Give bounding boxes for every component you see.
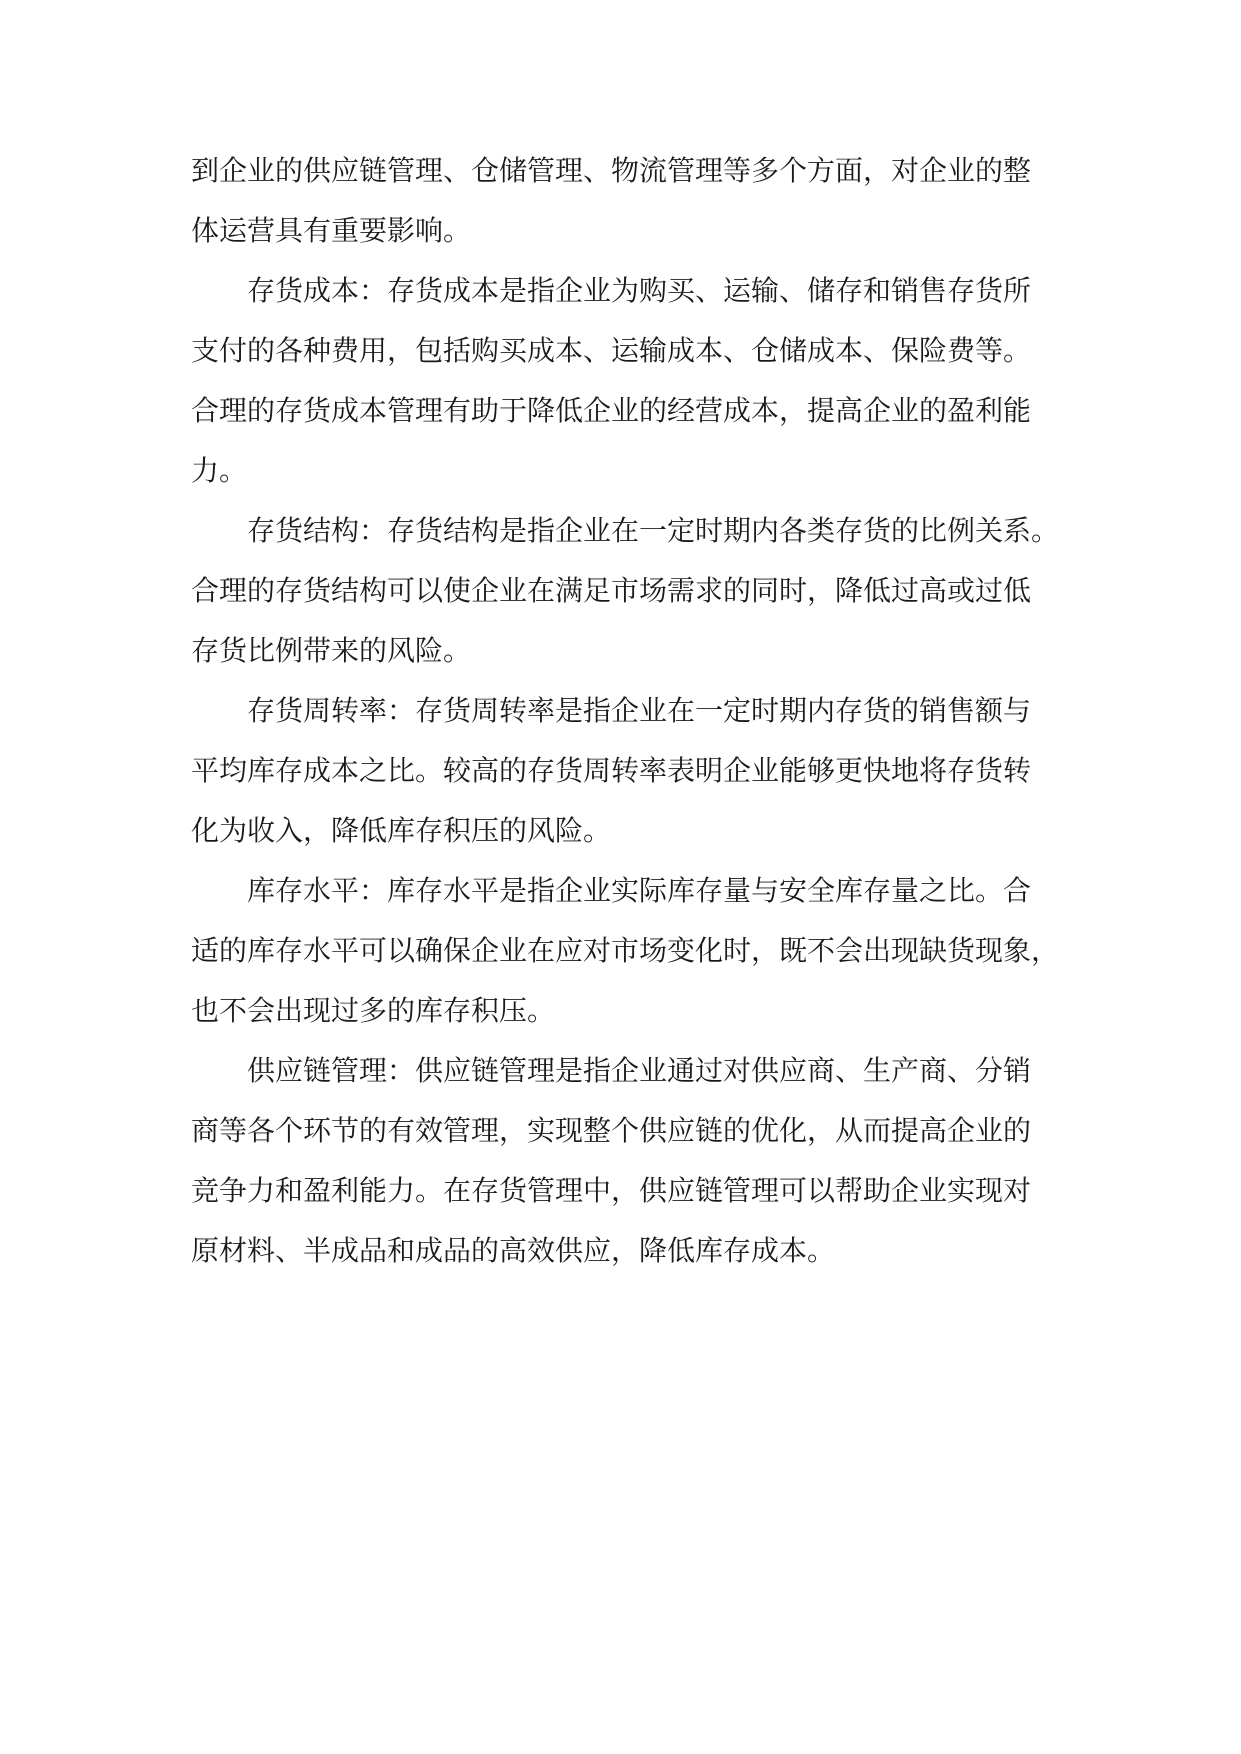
text-line: 支付的各种费用，包括购买成本、运输成本、仓储成本、保险费等。 (191, 334, 1032, 367)
text-line: 化为收入，降低库存积压的风险。 (191, 814, 612, 847)
text-line: 存货结构：存货结构是指企业在一定时期内各类存货的比例关系。 (247, 514, 1060, 547)
paragraph-inventory-turnover (191, 681, 1071, 861)
text-line: 到企业的供应链管理、仓储管理、物流管理等多个方面，对企业的整 (191, 154, 1032, 187)
text-line: 供应链管理：供应链管理是指企业通过对供应商、生产商、分销 (247, 1054, 1032, 1087)
text-line: 适的库存水平可以确保企业在应对市场变化时，既不会出现缺货现象， (191, 934, 1060, 967)
paragraph-inventory-cost (191, 261, 1071, 501)
text-line: 合理的存货结构可以使企业在满足市场需求的同时，降低过高或过低 (191, 574, 1032, 607)
text-line: 竞争力和盈利能力。在存货管理中，供应链管理可以帮助企业实现对 (191, 1174, 1032, 1207)
paragraph-inventory-structure (191, 501, 1071, 681)
text-line: 也不会出现过多的库存积压。 (191, 994, 556, 1027)
text-line: 合理的存货成本管理有助于降低企业的经营成本，提高企业的盈利能 (191, 394, 1032, 427)
text-line: 存货成本：存货成本是指企业为购买、运输、储存和销售存货所 (247, 274, 1032, 307)
paragraph-supply-chain (191, 1041, 1071, 1281)
text-line: 存货比例带来的风险。 (191, 634, 472, 667)
text-line: 平均库存成本之比。较高的存货周转率表明企业能够更快地将存货转 (191, 754, 1032, 787)
body-text (191, 141, 1071, 1281)
text-line: 原材料、半成品和成品的高效供应，降低库存成本。 (191, 1234, 836, 1267)
text-line: 存货周转率：存货周转率是指企业在一定时期内存货的销售额与 (247, 694, 1032, 727)
paragraph-continuation (191, 141, 1071, 261)
text-line: 力。 (191, 454, 248, 487)
text-line: 库存水平：库存水平是指企业实际库存量与安全库存量之比。合 (247, 874, 1032, 907)
text-line: 体运营具有重要影响。 (191, 214, 472, 247)
text-line: 商等各个环节的有效管理，实现整个供应链的优化，从而提高企业的 (191, 1114, 1032, 1147)
paragraph-stock-level (191, 861, 1071, 1041)
